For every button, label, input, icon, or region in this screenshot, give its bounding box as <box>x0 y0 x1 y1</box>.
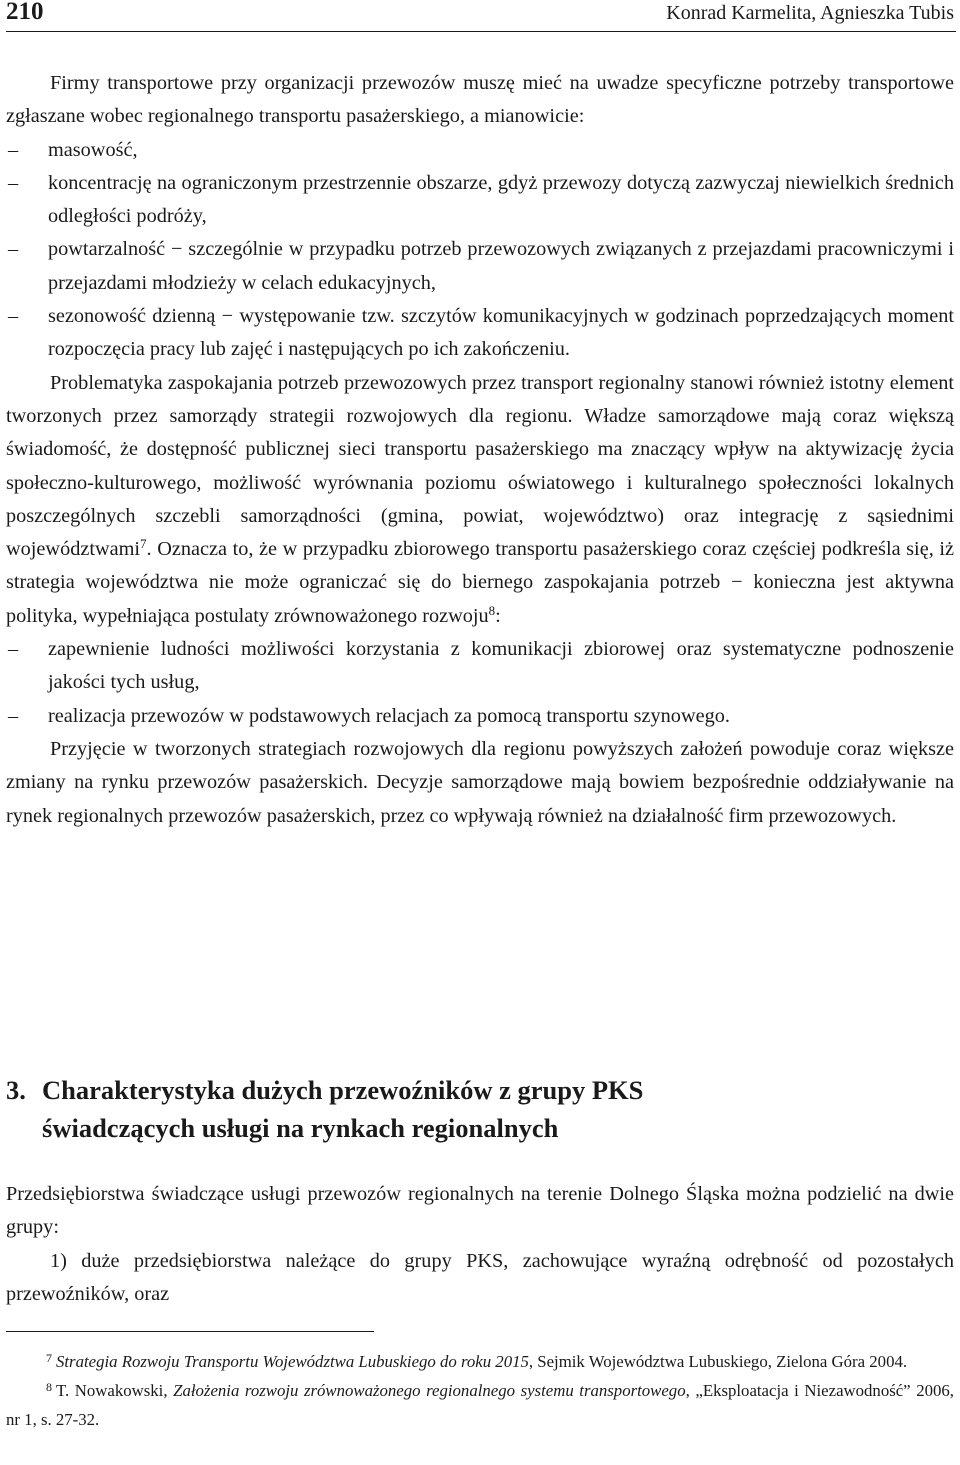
paragraph-text: : <box>495 604 501 627</box>
list-item: – realizacja przewozów w podstawowych relacjach za pomocą transportu szynowego. <box>6 700 954 733</box>
footnote-ref-7: 7 <box>140 536 147 552</box>
paragraph-section-intro: Przedsiębiorstwa świadczące usługi przewozów regionalnych na terenie Dolnego Śląska można podzielić na dwie grupy: <box>6 1183 954 1239</box>
postulates-list <box>6 633 954 733</box>
section-title-line1: Charakterystyka dużych przewoźników z grupy PKS <box>42 1075 644 1105</box>
list-item: – masowość, <box>6 134 954 167</box>
footnotes <box>6 1347 954 1434</box>
footnote-rule <box>6 1331 374 1332</box>
main-text <box>6 67 954 833</box>
list-item: – koncentrację na ograniczonym przestrzennie obszarze, gdyż przewozy dotyczą zazwyczaj niewielkich średnich odległości podróży, <box>6 167 954 234</box>
footnote-title: Założenia rozwoju zrównoważonego regionalnego systemu transportowego <box>173 1381 686 1400</box>
footnote-text: , Sejmik Województwa Lubuskiego, Zielona Góra 2004. <box>528 1352 908 1371</box>
paragraph-text: Problematyka zaspokajania potrzeb przewozowych przez transport regionalny stanowi również istotny element tworzonych przez samorządy strategii rozwojowych dla regionu. Władze samorządowe mają coraz większą świadomość, że dostępność publicznej sieci transportu pasażerskiego ma znaczący wpływ na aktywizację życia społeczno-kulturowego, możliwość wyrównania poziomu oświatowego i kulturalnego społeczności lokalnych poszczególnych szczebli samorządności (gmina, powiat, województwo) oraz integrację z sąsiednimi województwami <box>6 371 954 561</box>
footnote-author: T. Nowakowski, <box>56 1381 174 1400</box>
list-item: – sezonowość dzienną − występowanie tzw. szczytów komunikacyjnych w godzinach poprzedzających moment rozpoczęcia pracy lub zajęć i następujących po ich zakończeniu. <box>6 300 954 367</box>
numbered-item: 1) duże przedsiębiorstwa należące do grupy PKS, zachowujące wyraźną odrębność od pozostałych przewoźników, oraz <box>6 1249 954 1305</box>
section-title-line2: świadczących usługi na rynkach regionalnych <box>42 1113 559 1143</box>
running-head-authors: Konrad Karmelita, Agnieszka Tubis <box>666 2 954 24</box>
footnote-7 <box>6 1347 954 1376</box>
section-heading <box>6 1071 946 1147</box>
page-header <box>6 0 956 30</box>
list-item: – powtarzalność − szczególnie w przypadku potrzeb przewozowych związanych z przejazdami pracowniczymi i przejazdami młodzieży w celach edukacyjnych, <box>6 233 954 300</box>
footnote-mark: 7 <box>46 1351 52 1365</box>
header-rule <box>6 31 956 32</box>
footnote-8 <box>6 1376 954 1434</box>
paragraph-strategy <box>6 367 954 633</box>
footnote-mark: 8 <box>46 1380 52 1394</box>
footnote-title: Strategia Rozwoju Transportu Województwa Lubuskiego do roku 2015 <box>56 1352 529 1371</box>
list-item: – zapewnienie ludności możliwości korzystania z komunikacji zbiorowej oraz systematyczne podnoszenie jakości tych usług, <box>6 633 954 700</box>
footnote-text: , „Eksploatacja i Niezawodność” 2006, nr 1, s. 27-32. <box>6 1381 954 1429</box>
paragraph-intro: Firmy transportowe przy organizacji przewozów muszę mieć na uwadze specyficzne potrzeby transportowe zgłaszane wobec regionalnego transportu pasażerskiego, a mianowicie: <box>6 72 954 128</box>
footnote-ref-8: 8 <box>488 602 496 618</box>
page-number: 210 <box>6 0 44 25</box>
section-text <box>6 1178 954 1311</box>
needs-list <box>6 134 954 367</box>
section-number: 3. <box>6 1075 26 1105</box>
paragraph-text: . Oznacza to, że w przypadku zbiorowego transportu pasażerskiego coraz częściej podkreśla się, iż strategia województwa nie może ograniczać się do biernego zaspokajania potrzeb − konieczna jest aktywna polityka, wypełniająca postulaty zrównoważonego rozwoju <box>6 538 954 627</box>
paragraph-conclusion: Przyjęcie w tworzonych strategiach rozwojowych dla regionu powyższych założeń powoduje coraz większe zmiany na rynku przewozów pasażerskich. Decyzje samorządowe mają bowiem bezpośrednie oddziaływanie na rynek regionalnych przewozów pasażerskich, przez co wpływają również na działalność firm przewozowych. <box>6 737 954 827</box>
